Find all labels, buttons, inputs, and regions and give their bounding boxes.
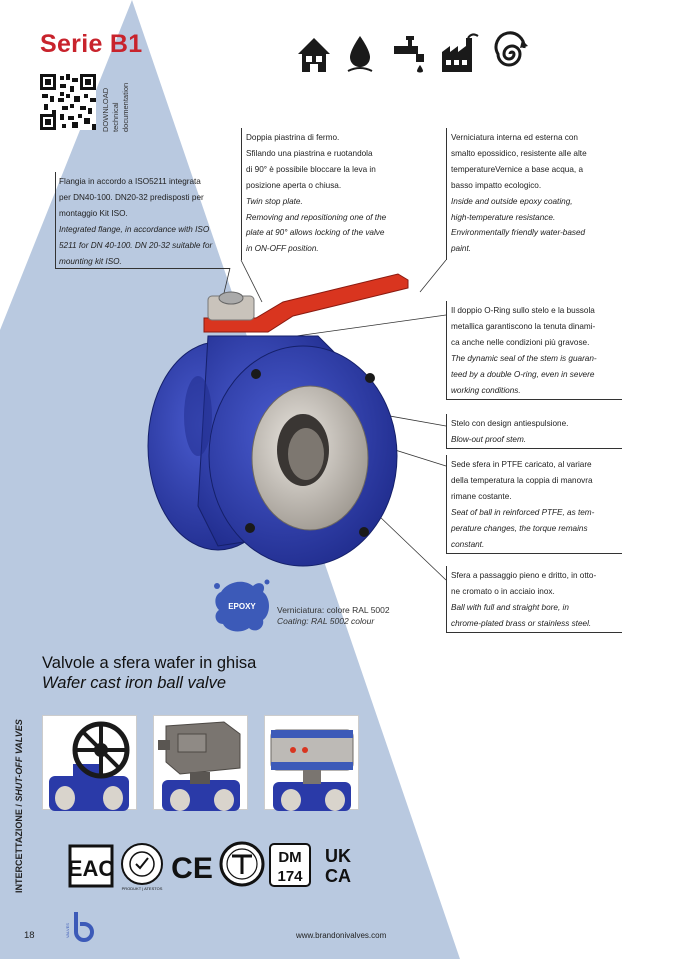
callout-text: temperatureVernice a base acqua, a — [451, 164, 583, 174]
callout-divider — [446, 128, 447, 260]
section-label-sep: / — [14, 801, 24, 810]
dm-number-text: 174 — [277, 868, 303, 885]
pneumatic-actuator-valve-image — [265, 716, 360, 811]
callout-text: smalto epossidico, resistente alle alte — [451, 148, 587, 158]
callout-text-en: teed by a double O-ring, even in severe — [451, 369, 595, 379]
ce-text: CE — [171, 852, 213, 885]
callout-text-en: in ON-OFF position. — [246, 244, 319, 254]
callout-divider — [55, 172, 56, 268]
epoxy-splash-icon — [213, 578, 271, 634]
product-attest-seal-icon — [122, 844, 163, 891]
eac-mark-icon — [68, 846, 115, 886]
callout-text-en: Twin stop plate. — [246, 196, 303, 206]
brandoni-logo-icon — [66, 910, 96, 942]
ukca-mark-icon — [325, 846, 351, 886]
callout-text-en: Inside and outside epoxy coating, — [451, 196, 573, 206]
water-tap-icon — [394, 36, 424, 73]
callout-text-en: constant. — [451, 539, 485, 549]
coating-text-en: Coating: RAL 5002 colour — [277, 616, 375, 626]
page-title: Serie B1 — [40, 30, 143, 58]
callout-text-en: perature changes, the torque remains — [451, 523, 588, 533]
thumbnail-pneumatic-actuator[interactable] — [264, 715, 359, 810]
callout-text-en: Blow-out proof stem. — [451, 434, 527, 444]
uk-text: UK — [325, 846, 351, 866]
callout-ball — [451, 568, 621, 632]
water-drop-icon — [348, 36, 372, 71]
ca-text: CA — [325, 866, 351, 886]
callout-text-en: Seat of ball in reinforced PTFE, as tem- — [451, 507, 595, 517]
callout-text: basso impatto ecologico. — [451, 180, 542, 190]
spiral-icon — [496, 33, 528, 65]
callout-text: montaggio Kit ISO. — [59, 208, 128, 218]
callout-underline — [446, 632, 622, 633]
callout-text: Flangia in accordo a ISO5211 integrata — [59, 177, 201, 186]
download-documentation-label[interactable] — [101, 74, 141, 134]
callout-text-en: Environmentally friendly water-based — [451, 228, 586, 238]
factory-icon — [442, 34, 478, 72]
qr-code-icon[interactable] — [40, 74, 96, 130]
callout-text-en: plate at 90° allows locking of the valve — [246, 228, 385, 238]
dm174-mark-icon — [270, 844, 310, 886]
callout-text: Sfilando una piastrina e ruotandola — [246, 148, 373, 158]
callout-text: metallica garantiscono la tenuta dinami- — [451, 321, 596, 331]
website-link[interactable]: www.brandonivalves.com — [296, 931, 387, 940]
callout-text: Verniciatura interna ed esterna con — [451, 133, 578, 142]
coating-text: Verniciatura: colore RAL 5002 — [277, 605, 390, 615]
coating-note — [277, 605, 390, 627]
callout-text: Doppia piastrina di fermo. — [246, 133, 340, 142]
callout-text-en: chrome-plated brass or stainless steel. — [451, 618, 592, 628]
section-label-it: INTERCETTAZIONE — [14, 809, 24, 893]
section-label-en: SHUT-OFF VALVES — [14, 719, 24, 802]
callout-divider — [446, 566, 447, 632]
callout-text-en: Integrated flange, in accordance with ISO — [59, 224, 210, 234]
callout-text-en: Removing and repositioning one of the — [246, 212, 387, 222]
callout-text-en: working conditions. — [451, 385, 521, 395]
callout-text: Sfera a passaggio pieno e dritto, in otto- — [451, 571, 597, 580]
epoxy-badge-text: EPOXY — [228, 602, 256, 611]
dm-text: DM — [278, 849, 302, 866]
callout-divider — [241, 128, 242, 260]
callout-text-en: The dynamic seal of the stem is guaran- — [451, 353, 597, 363]
callout-text-en: 5211 for DN 40-100. DN 20-32 suitable for — [59, 240, 213, 250]
callout-text-en: Ball with full and straight bore, in — [451, 602, 569, 612]
certification-marks — [67, 842, 360, 892]
callout-painting — [451, 130, 621, 257]
callout-stop-plate — [246, 130, 408, 257]
callout-text: ca anche nelle condizioni più gravose. — [451, 337, 590, 347]
attest-seal-text: PRODUKT | ATESTOS — [121, 886, 163, 891]
section-side-label — [14, 719, 24, 893]
tmc-mark-icon — [221, 843, 263, 885]
callout-text: rimane costante. — [451, 491, 512, 501]
callout-text: per DN40-100. DN20-32 predisposti per — [59, 192, 204, 202]
thumbnail-electric-actuator[interactable] — [153, 715, 248, 810]
product-name-en: Wafer cast iron ball valve — [42, 674, 227, 692]
handwheel-valve-image — [43, 716, 138, 811]
electric-actuator-valve-image — [154, 716, 249, 811]
thumbnail-gear-operator[interactable] — [42, 715, 137, 810]
callout-flange — [59, 174, 231, 269]
callout-text: posizione aperta o chiusa. — [246, 180, 342, 190]
technical-text: technical — [111, 102, 120, 132]
callout-text: Stelo con design antiespulsione. — [451, 419, 569, 428]
feature-icons — [296, 34, 532, 74]
callout-text: ne cromato o in acciaio inox. — [451, 586, 555, 596]
callout-text-en: mounting kit ISO. — [59, 256, 122, 266]
ce-mark-icon — [171, 852, 213, 885]
callout-text: Il doppio O-Ring sullo stelo e la bussola — [451, 306, 595, 315]
ball-valve-illustration — [138, 266, 548, 566]
download-text: DOWNLOAD — [101, 87, 110, 132]
page-number: 18 — [24, 930, 35, 941]
product-name-it: Valvole a sfera wafer in ghisa — [42, 654, 257, 672]
callout-text-en: high-temperature resistance. — [451, 212, 556, 222]
callout-text-en: paint. — [451, 244, 472, 254]
documentation-text: documentation — [121, 82, 130, 132]
house-icon — [298, 38, 330, 72]
callout-text: della temperatura la coppia di manovra — [451, 475, 593, 485]
logo-text: VALVES — [65, 923, 70, 938]
callout-text: Sede sfera in PTFE caricato, al variare — [451, 460, 592, 469]
callout-text: di 90° è possibile bloccare la leva in — [246, 164, 376, 174]
eac-text: EAC — [67, 856, 115, 881]
